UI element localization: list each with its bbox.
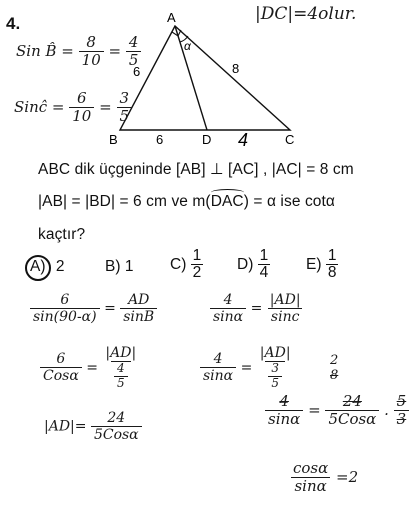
segment-bd-label: 6 [156,132,164,147]
question-line-2: |AB| = |BD| = 6 cm ve m( DAC) = α ise cotα [38,193,335,211]
combined-note: $\frac{4}{\sin\alpha}$ = $\frac{24}{\text{5Cosα}}$ . $\frac{5}{3}$ [265,393,409,429]
sinc-frac1: $\frac{6}{10}$ [69,90,94,126]
dc-note: |DC|=4olur. [255,4,357,24]
vertex-b-label: B [109,132,118,147]
segment-dc-handwritten: 4 [238,130,249,150]
option-c[interactable]: C) $\frac{1}{2}$ [170,247,202,282]
sinc-lhs: Sinĉ = [14,97,65,116]
segment-ad [175,26,207,130]
option-a[interactable]: A) 2 [30,258,64,276]
side-ac-label: 8 [232,61,240,76]
triangle-abc [120,26,290,130]
option-b[interactable]: B) 1 [105,258,134,275]
sinb-frac2: $\frac{4}{5}$ [126,34,142,70]
question-line-1: ABC dik üçgeninde [AB] ⊥ [AC] , |AC| = 8 cm [38,161,354,178]
vertex-d-label: D [202,132,212,147]
question-line-3: kaçtır? [38,226,86,243]
law4-note: $\frac{4}{\sin\alpha}$ = $\frac{|AD|}{\frac{3}{5}}$ [200,345,294,391]
vertex-c-label: C [285,132,295,147]
ad-result-note: |AD|= $\frac{24}{\text{5Cosα}}$ [44,410,142,443]
law1-note: $\frac{6}{\sin(90-\alpha)}$ = $\frac{AD}{\sin B}$ [30,292,157,325]
vertex-a-label: A [167,10,176,25]
sinc-note: Sinĉ = $\frac{6}{10}$ = $\frac{3}{5}$ [14,90,132,126]
final-result: $\frac{\cos\alpha}{\sin\alpha}$ =2 [293,459,359,496]
triangle-figure [0,0,401,160]
problem-number: 4. [6,14,21,33]
option-d[interactable]: D) $\frac{1}{4}$ [237,247,269,282]
law2-note: $\frac{4}{\sin\alpha}$ = $\frac{|AD|}{\sin c}$ [210,292,304,325]
angle-alpha-label: α [184,39,191,53]
sinb-note: Sin B̂ = $\frac{8}{10}$ = $\frac{4}{5}$ [16,34,141,70]
law3-note: $\frac{6}{\text{Cosα}}$ = $\frac{|AD|}{\frac{4}{5}}$ [40,345,139,391]
sinc-frac2: $\frac{3}{5}$ [117,90,133,126]
sinb-frac1: $\frac{8}{10}$ [79,34,104,70]
side-ab-label: 6 [133,64,141,79]
sinb-lhs: Sin B̂ = [16,41,74,60]
option-e[interactable]: E) $\frac{1}{8}$ [306,247,337,282]
cancel-top: 2 8 [330,353,339,383]
angle-dac: DAC [211,193,244,211]
